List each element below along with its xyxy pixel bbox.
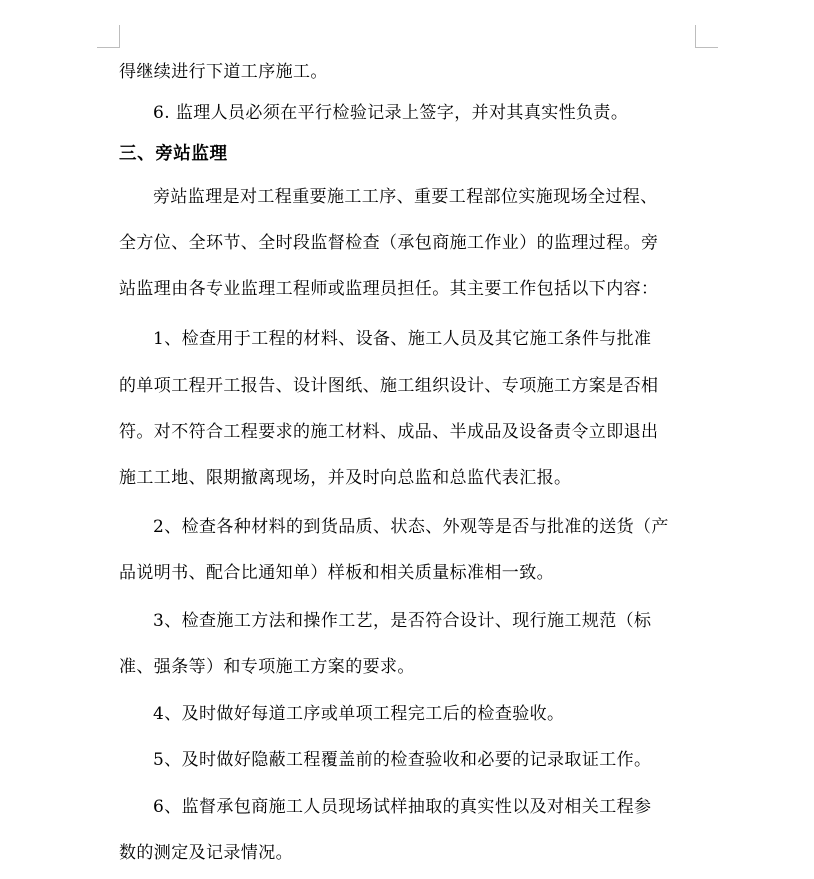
text-line: 5、及时做好隐蔽工程覆盖前的检查验收和必要的记录取证工作。	[153, 750, 652, 770]
text-line: 符。对不符合工程要求的施工材料、成品、半成品及设备责令立即退出	[119, 422, 659, 442]
text-line: 施工工地、限期撤离现场，并及时向总监和总监代表汇报。	[119, 468, 572, 488]
text-line: 的单项工程开工报告、设计图纸、施工组织设计、专项施工方案是否相	[119, 376, 659, 396]
text-line: 全方位、全环节、全时段监督检查（承包商施工作业）的监理过程。旁	[119, 233, 659, 253]
crop-mark-top-left	[97, 25, 120, 48]
text-line: 3、检查施工方法和操作工艺，是否符合设计、现行施工规范（标	[153, 611, 652, 631]
text-line: 旁站监理是对工程重要施工工序、重要工程部位实施现场全过程、	[153, 187, 658, 207]
text-line: 6. 监理人员必须在平行检验记录上签字，并对其真实性负责。	[153, 103, 629, 123]
text-line: 4、及时做好每道工序或单项工程完工后的检查验收。	[153, 704, 565, 724]
text-line: 1、检查用于工程的材料、设备、施工人员及其它施工条件与批准	[153, 329, 652, 349]
text-line: 品说明书、配合比通知单）样板和相关质量标准相一致。	[119, 563, 554, 583]
text-line: 准、强条等）和专项施工方案的要求。	[119, 657, 415, 677]
text-line: 站监理由各专业监理工程师或监理员担任。其主要工作包括以下内容：	[119, 279, 659, 299]
text-line: 数的测定及记录情况。	[119, 843, 293, 863]
text-line: 得继续进行下道工序施工。	[119, 62, 328, 82]
section-heading: 三、旁站监理	[119, 144, 228, 164]
text-line: 6、监督承包商施工人员现场试样抽取的真实性以及对相关工程参	[153, 797, 652, 817]
text-line: 2、检查各种材料的到货品质、状态、外观等是否与批准的送货（产	[153, 517, 669, 537]
crop-mark-top-right	[695, 25, 718, 48]
